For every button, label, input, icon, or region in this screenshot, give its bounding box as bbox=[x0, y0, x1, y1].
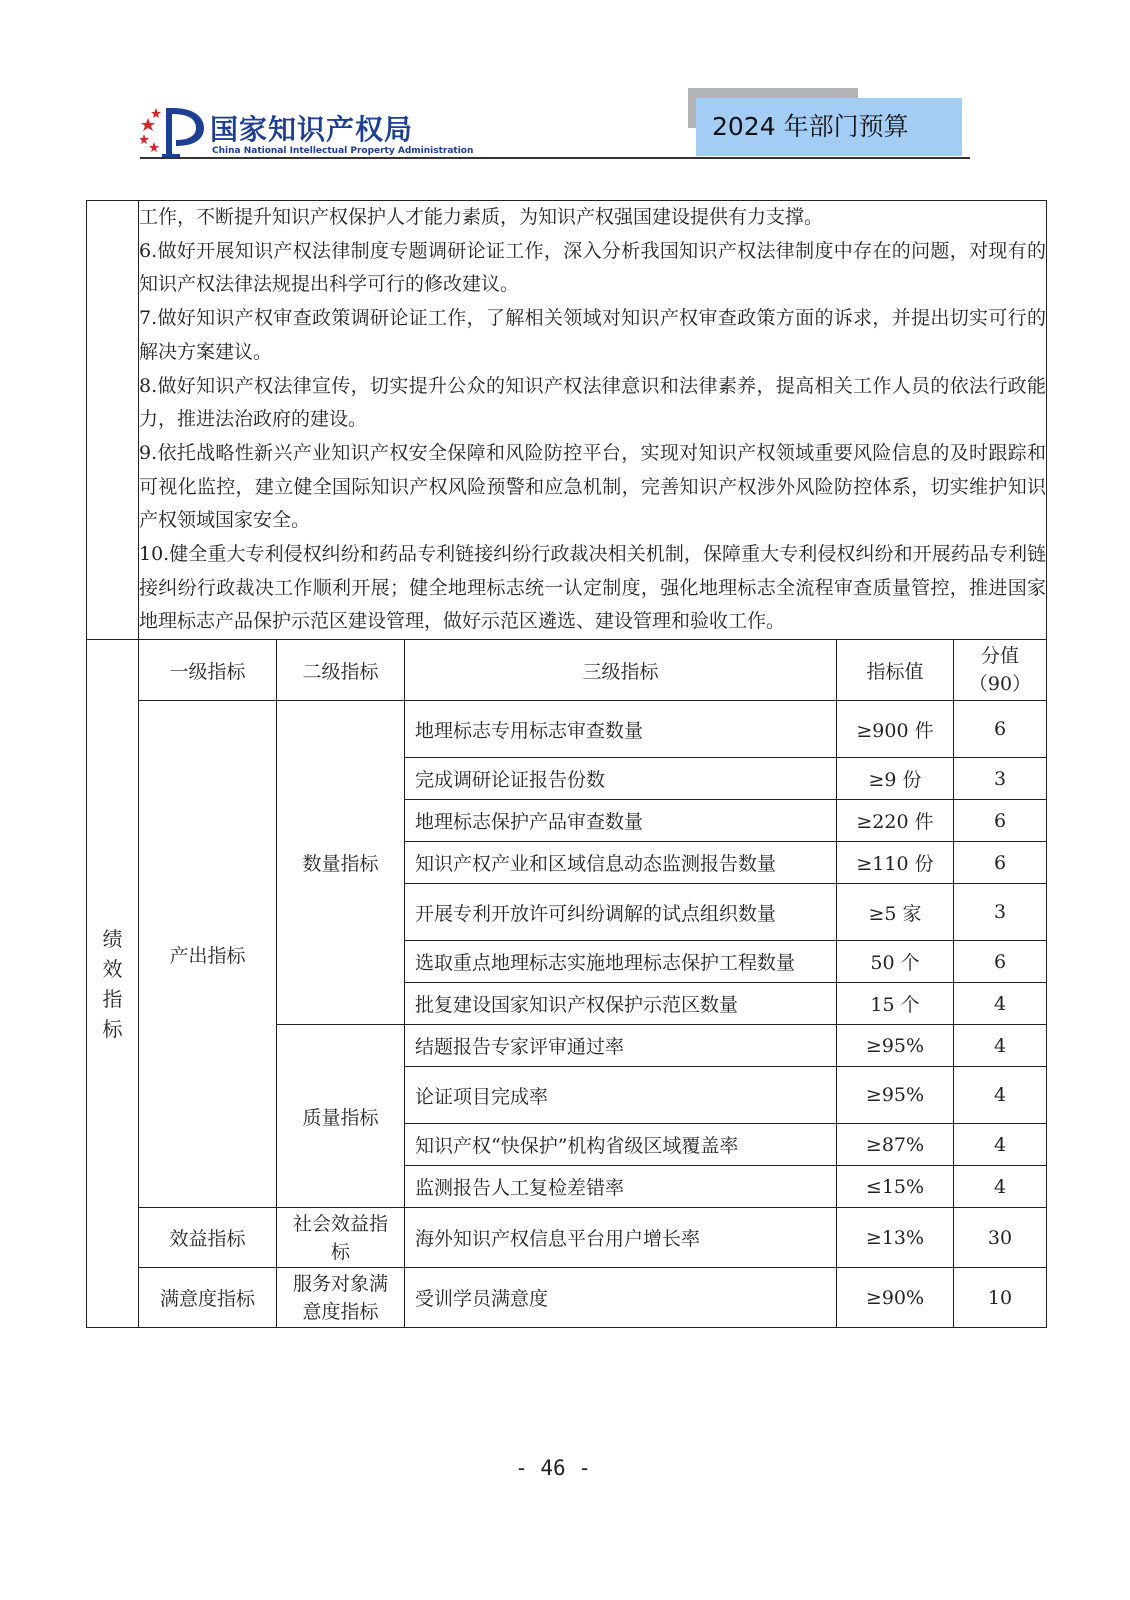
goal-paragraph: 10.健全重大专利侵权纠纷和药品专利链接纠纷行政裁决相关机制，保障重大专利侵权纠纷和开展药品专利链接纠纷行政裁决工作顺利开展；健全地理标志统一认定制度，强化地理标志全流程审查质量管控，推进国家地理标志产品保护示范区建设管理，做好示范区遴选、建设管理和验收工作。 bbox=[139, 543, 1047, 633]
indicator-name: 知识产权“快保护”机构省级区域覆盖率 bbox=[405, 1124, 837, 1166]
indicator-value: ≥110 份 bbox=[837, 842, 954, 884]
indicator-score: 6 bbox=[954, 701, 1047, 758]
indicator-name: 完成调研论证报告份数 bbox=[405, 758, 837, 800]
agency-name: 国家知识产权局 bbox=[210, 113, 414, 146]
goals-row bbox=[87, 201, 1047, 640]
indicator-score: 6 bbox=[954, 941, 1047, 983]
indicator-name: 开展专利开放许可纠纷调解的试点组织数量 bbox=[405, 884, 837, 941]
performance-table bbox=[86, 200, 1047, 1328]
indicator-value: ≥9 份 bbox=[837, 758, 954, 800]
indicator-name: 结题报告专家评审通过率 bbox=[405, 1025, 837, 1067]
page-number: - 46 - bbox=[515, 1456, 591, 1480]
indicator-score: 4 bbox=[954, 1124, 1047, 1166]
indicator-value: ≥13% bbox=[837, 1208, 954, 1268]
indicator-value: ≥87% bbox=[837, 1124, 954, 1166]
header-level1: 一级指标 bbox=[139, 640, 277, 701]
indicator-value: 15 个 bbox=[837, 983, 954, 1025]
quality-indicator-cell: 质量指标 bbox=[277, 1025, 405, 1208]
indicator-name: 监测报告人工复检差错率 bbox=[405, 1166, 837, 1208]
document-title-badge: 2024 年部门预算 bbox=[696, 98, 962, 156]
indicator-value: ≥95% bbox=[837, 1067, 954, 1124]
agency-name-en: China National Intellectual Property Administration bbox=[212, 146, 474, 156]
goal-paragraph: 8.做好知识产权法律宣传，切实提升公众的知识产权法律意识和法律素养，提高相关工作人员的依法行政能力，推进法治政府的建设。 bbox=[139, 374, 1047, 431]
header-level3: 三级指标 bbox=[405, 640, 837, 701]
indicator-value: ≥220 件 bbox=[837, 800, 954, 842]
goals-text-cell bbox=[139, 201, 1047, 640]
header-divider bbox=[140, 157, 970, 159]
indicator-score: 30 bbox=[954, 1208, 1047, 1268]
indicator-name: 批复建设国家知识产权保护示范区数量 bbox=[405, 983, 837, 1025]
indicator-score: 3 bbox=[954, 884, 1047, 941]
indicator-score: 4 bbox=[954, 1067, 1047, 1124]
indicator-name: 论证项目完成率 bbox=[405, 1067, 837, 1124]
indicator-name: 地理标志专用标志审查数量 bbox=[405, 701, 837, 758]
output-indicator-cell: 产出指标 bbox=[139, 701, 277, 1208]
agency-logo bbox=[140, 104, 474, 160]
social-benefit-cell: 社会效益指 标 bbox=[277, 1208, 405, 1268]
indicator-score: 6 bbox=[954, 800, 1047, 842]
table-header-row bbox=[87, 640, 1047, 701]
service-satisfaction-cell: 服务对象满 意度指标 bbox=[277, 1268, 405, 1328]
satisfaction-indicator-cell: 满意度指标 bbox=[139, 1268, 277, 1328]
goal-paragraph: 工作，不断提升知识产权保护人才能力素质，为知识产权强国建设提供有力支撑。 bbox=[139, 206, 824, 228]
indicator-value: 50 个 bbox=[837, 941, 954, 983]
indicator-value: ≥5 家 bbox=[837, 884, 954, 941]
goal-paragraph: 6.做好开展知识产权法律制度专题调研论证工作，深入分析我国知识产权法律制度中存在的问题，对现有的知识产权法律法规提出科学可行的修改建议。 bbox=[139, 239, 1047, 296]
indicator-name: 知识产权产业和区域信息动态监测报告数量 bbox=[405, 842, 837, 884]
indicator-score: 4 bbox=[954, 1166, 1047, 1208]
header-score: 分值 （90） bbox=[954, 640, 1047, 701]
section-label-cell bbox=[87, 640, 139, 1328]
indicator-name: 受训学员满意度 bbox=[405, 1268, 837, 1328]
goals-label-cell bbox=[87, 201, 139, 640]
indicator-name: 选取重点地理标志实施地理标志保护工程数量 bbox=[405, 941, 837, 983]
benefit-indicator-cell: 效益指标 bbox=[139, 1208, 277, 1268]
table-row bbox=[87, 1208, 1047, 1268]
indicator-score: 6 bbox=[954, 842, 1047, 884]
indicator-score: 10 bbox=[954, 1268, 1047, 1328]
table-row bbox=[87, 701, 1047, 758]
section-label: 绩 效 指 标 bbox=[102, 926, 123, 1041]
header-level2: 二级指标 bbox=[277, 640, 405, 701]
indicator-value: ≥90% bbox=[837, 1268, 954, 1328]
goal-paragraph: 7.做好知识产权审查政策调研论证工作，了解相关领域对知识产权审查政策方面的诉求，并提出切实可行的解决方案建议。 bbox=[139, 307, 1047, 363]
table-row bbox=[87, 1268, 1047, 1328]
indicator-name: 地理标志保护产品审查数量 bbox=[405, 800, 837, 842]
indicator-value: ≥95% bbox=[837, 1025, 954, 1067]
indicator-value: ≤15% bbox=[837, 1166, 954, 1208]
quantity-indicator-cell: 数量指标 bbox=[277, 701, 405, 1025]
goal-paragraph: 9.依托战略性新兴产业知识产权安全保障和风险防控平台，实现对知识产权领域重要风险信息的及时跟踪和可视化监控，建立健全国际知识产权风险预警和应急机制，完善知识产权涉外风险防控体系，切实维护知识产权领域国家安全。 bbox=[139, 441, 1047, 532]
indicator-name: 海外知识产权信息平台用户增长率 bbox=[405, 1208, 837, 1268]
agency-emblem-icon bbox=[140, 104, 206, 158]
indicator-score: 4 bbox=[954, 1025, 1047, 1067]
indicator-score: 3 bbox=[954, 758, 1047, 800]
indicator-value: ≥900 件 bbox=[837, 701, 954, 758]
indicator-score: 4 bbox=[954, 983, 1047, 1025]
header-value: 指标值 bbox=[837, 640, 954, 701]
